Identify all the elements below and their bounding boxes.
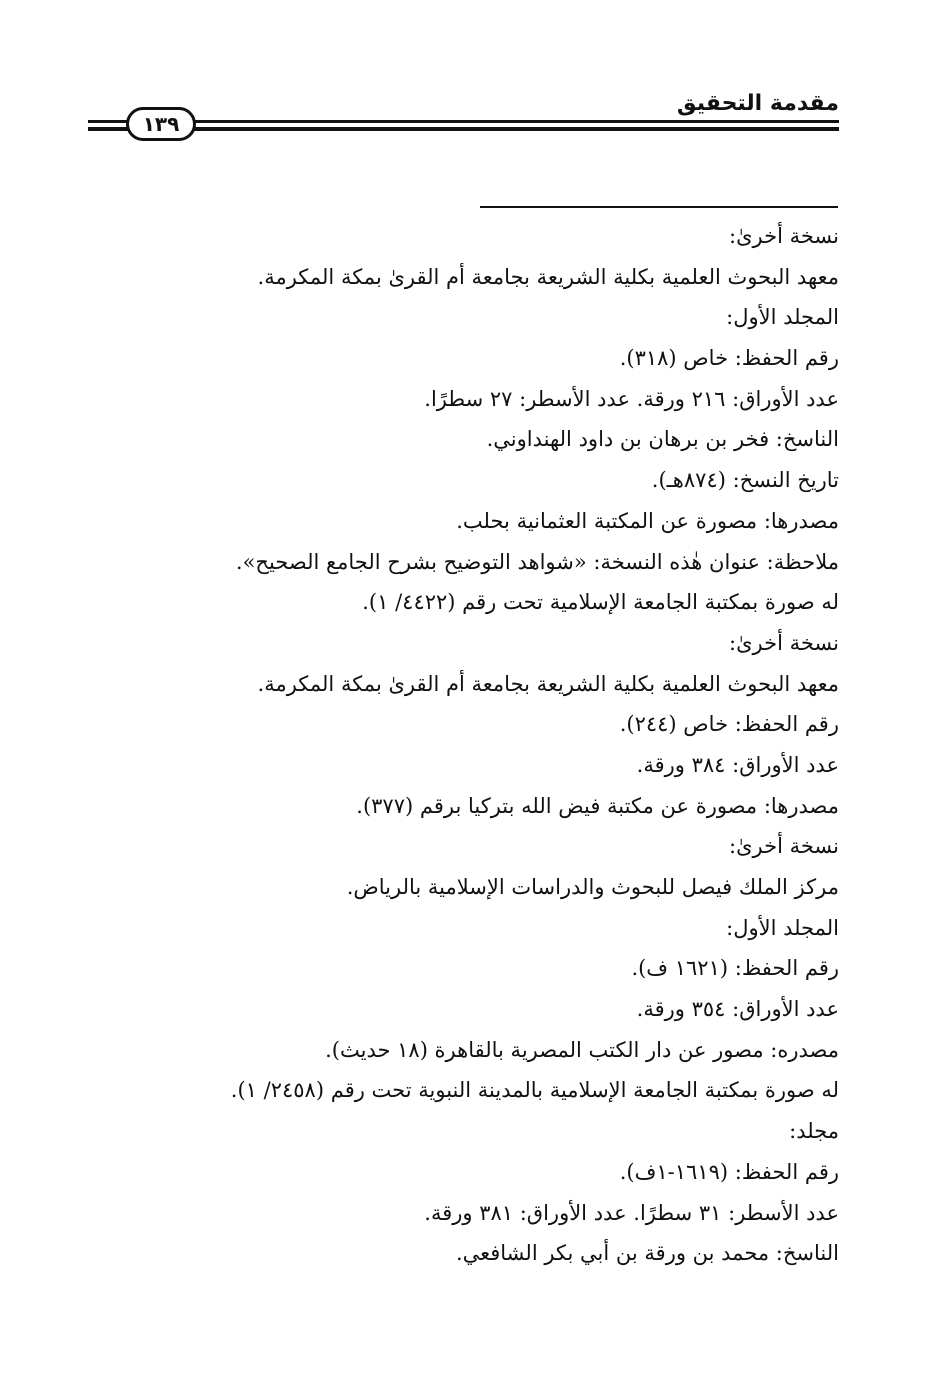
- text-line: رقم الحفظ: خاص (٣١٨).: [619, 346, 839, 371]
- page-header: [0, 0, 939, 160]
- text-line: عدد الأوراق: ٣٥٤ ورقة.: [636, 997, 839, 1022]
- text-line: رقم الحفظ: (١٦٢١ ف).: [631, 956, 839, 981]
- text-line: عدد الأسطر: ٣١ سطرًا. عدد الأوراق: ٣٨١ ورقة.: [424, 1200, 839, 1225]
- text-line: مصدره: مصور عن دار الكتب المصرية بالقاهرة (١٨ حديث).: [325, 1037, 839, 1062]
- header-rule-left-top: [88, 120, 128, 123]
- header-rule-top: [195, 120, 839, 123]
- text-line: ملاحظة: عنوان هٰذه النسخة: «شواهد التوضيح بشرح الجامع الصحيح».: [235, 549, 839, 574]
- text-line: نسخة أخرىٰ:: [729, 630, 839, 655]
- text-line: رقم الحفظ: خاص (٢٤٤).: [619, 712, 839, 737]
- running-title: مقدمة التحقيق: [676, 91, 839, 116]
- text-line: مصدرها: مصورة عن مكتبة فيض الله بتركيا برقم (٣٧٧).: [356, 793, 839, 818]
- header-rule-left-bottom: [88, 127, 128, 131]
- text-line: له صورة بمكتبة الجامعة الإسلامية بالمدينة النبوية تحت رقم (٢٤٥٨/ ١).: [230, 1078, 839, 1103]
- page-number: ١٣٩: [126, 107, 196, 141]
- text-line: الناسخ: فخر بن برهان بن داود الهنداوني.: [486, 427, 839, 452]
- text-line: رقم الحفظ: (١٦١٩-١ف).: [619, 1159, 839, 1184]
- text-line: نسخة أخرىٰ:: [729, 834, 839, 859]
- text-line: الناسخ: محمد بن ورقة بن أبي بكر الشافعي.: [455, 1241, 839, 1266]
- text-line: معهد البحوث العلمية بكلية الشريعة بجامعة أم القرىٰ بمكة المكرمة.: [257, 671, 839, 696]
- footnote-separator: [480, 206, 838, 208]
- text-line: تاريخ النسخ: (٨٧٤هـ).: [651, 468, 839, 493]
- text-line: نسخة أخرىٰ:: [729, 224, 839, 248]
- header-rule-bottom: [190, 127, 839, 131]
- text-line: عدد الأوراق: ٢١٦ ورقة. عدد الأسطر: ٢٧ سطرًا.: [424, 386, 839, 411]
- text-line: له صورة بمكتبة الجامعة الإسلامية تحت رقم (٤٤٢٢/ ١).: [362, 590, 839, 615]
- text-line: معهد البحوث العلمية بكلية الشريعة بجامعة أم القرىٰ بمكة المكرمة.: [257, 264, 839, 289]
- text-line: المجلد الأول:: [726, 305, 839, 330]
- text-line: مركز الملك فيصل للبحوث والدراسات الإسلامية بالرياض.: [346, 875, 839, 899]
- text-line: عدد الأوراق: ٣٨٤ ورقة.: [636, 752, 839, 777]
- manuscript-list: [179, 216, 839, 1274]
- text-line: مجلد:: [789, 1119, 839, 1144]
- text-line: المجلد الأول:: [726, 915, 839, 940]
- text-line: مصدرها: مصورة عن المكتبة العثمانية بحلب.: [456, 508, 839, 533]
